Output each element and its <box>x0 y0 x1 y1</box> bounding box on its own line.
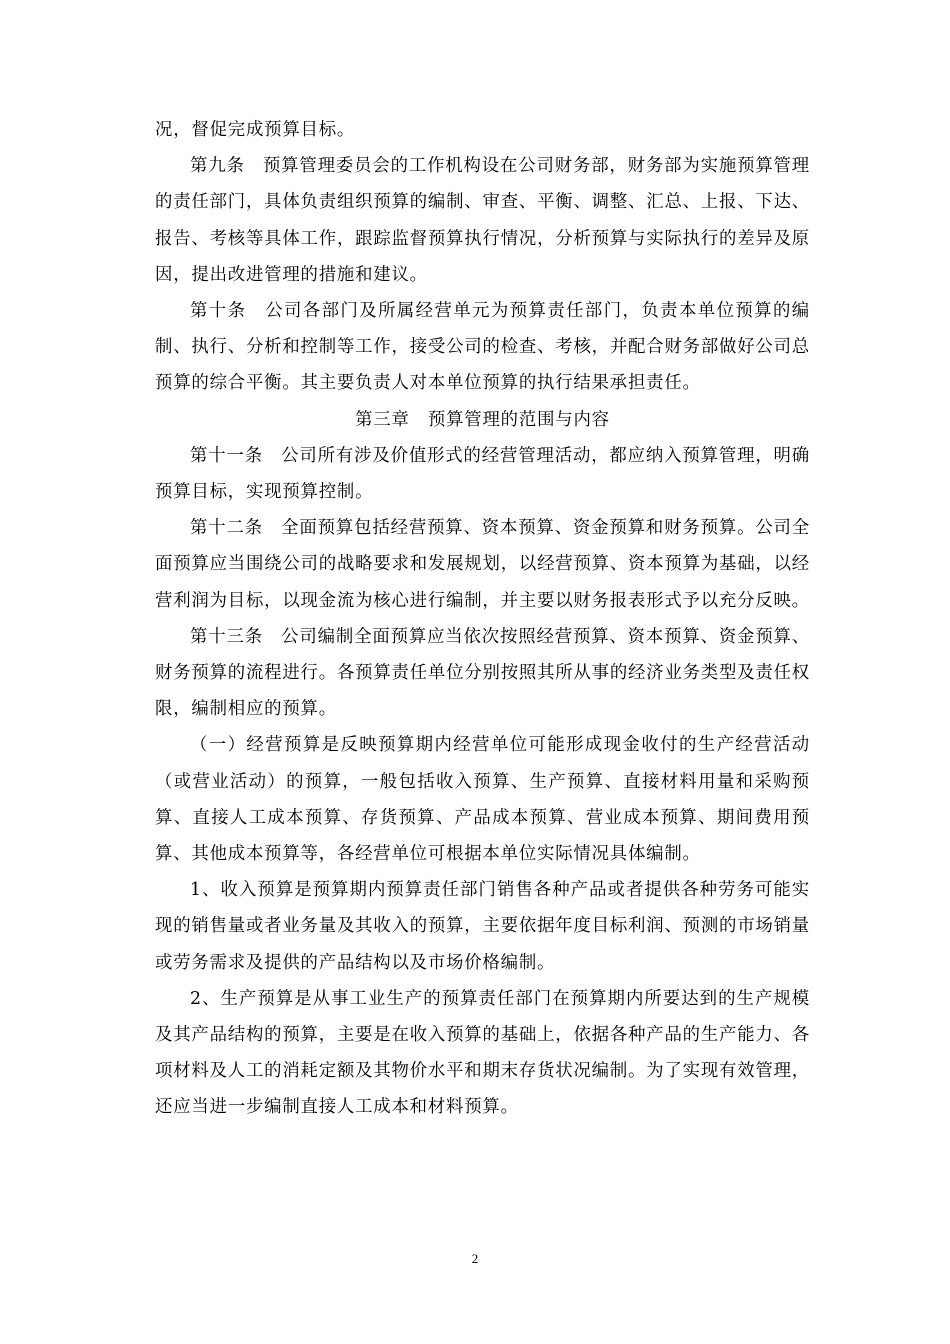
chapter-heading: 第三章 预算管理的范围与内容 <box>355 409 610 430</box>
paragraph-article-10: 第十条 公司各部门及所属经营单元为预算责任部门，负责本单位预算的编制、执行、分析和控制等工作，接受公司的检查、考核，并配合财务部做好公司总预算的综合平衡。其主要负责人对本单位预算的执行结果承担责任。 <box>155 301 810 394</box>
paragraph-production-budget: 2、生产预算是从事工业生产的预算责任部门在预算期内所要达到的生产规模及其产品结构的预算，主要是在收入预算的基础上，依据各种产品的生产能力、各项材料及人工的消耗定额及其物价水平和期末存货状况编制。为了实现有效管理，还应当进一步编制直接人工成本和材料预算。 <box>155 988 810 1118</box>
paragraph-revenue-budget: 1、收入预算是预算期内预算责任部门销售各种产品或者提供各种劳务可能实现的销售量或者业务量及其收入的预算，主要依据年度目标利润、预测的市场销量或劳务需求及提供的产品结构以及市场价格编制。 <box>155 880 810 973</box>
paragraph-operating-budget: （一）经营预算是反映预算期内经营单位可能形成现金收付的生产经营活动（或营业活动）的预算，一般包括收入预算、生产预算、直接材料用量和采购预算、直接人工成本预算、存货预算、产品成本预算、营业成本预算、期间费用预算、其他成本预算等，各经营单位可根据本单位实际情况具体编制。 <box>155 735 810 865</box>
paragraph-article-12: 第十二条 全面预算包括经营预算、资本预算、资金预算和财务预算。公司全面预算应当围绕公司的战略要求和发展规划，以经营预算、资本预算为基础，以经营利润为目标，以现金流为核心进行编制，并主要以财务报表形式予以充分反映。 <box>155 518 810 611</box>
document-body <box>155 112 810 1126</box>
paragraph-article-11: 第十一条 公司所有涉及价值形式的经营管理活动，都应纳入预算管理，明确预算目标，实现预算控制。 <box>155 445 810 503</box>
paragraph-continuation: 况，督促完成预算目标。 <box>155 120 356 140</box>
paragraph-article-9: 第九条 预算管理委员会的工作机构设在公司财务部，财务部为实施预算管理的责任部门，具体负责组织预算的编制、审查、平衡、调整、汇总、上报、下达、报告、考核等具体工作，跟踪监督预算执行情况，分析预算与实际执行的差异及原因，提出改进管理的措施和建议。 <box>155 156 810 285</box>
page-number: 2 <box>471 1251 479 1266</box>
paragraph-article-13: 第十三条 公司编制全面预算应当依次按照经营预算、资本预算、资金预算、财务预算的流程进行。各预算责任单位分别按照其所从事的经济业务类型及责任权限，编制相应的预算。 <box>155 626 810 720</box>
